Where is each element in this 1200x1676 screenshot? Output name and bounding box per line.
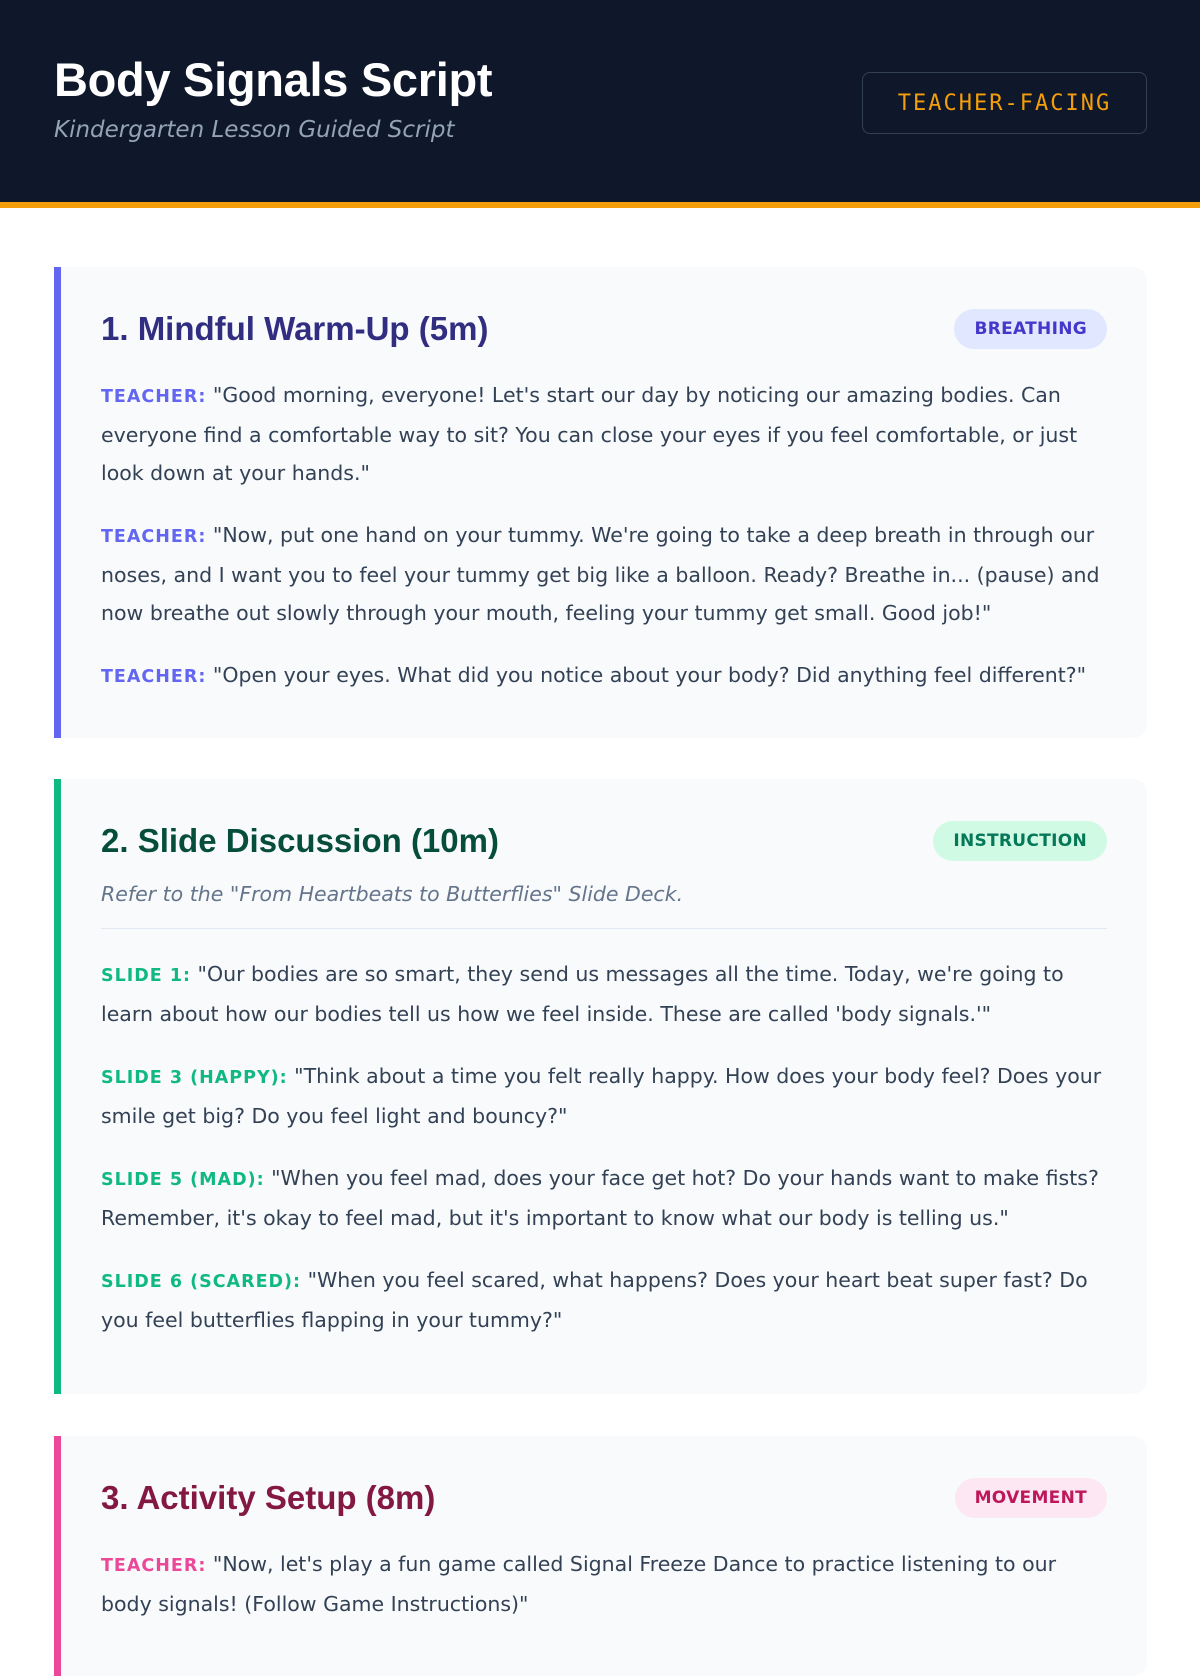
script-line [101,1057,1107,1135]
section-tag-badge: BREATHING [954,309,1107,349]
script-text: "Now, put one hand on your tummy. We're going to take a deep breath in through our noses, and I want you to feel your tummy get big like a balloon. Ready? Breathe in... (pause) and now breathe out slowly through your mouth, feeling your tummy get small. Good job!" [101,523,1100,625]
script-line [101,1159,1107,1237]
script-line [101,376,1107,492]
script-text: "Good morning, everyone! Let's start our day by noticing our amazing bodies. Can everyone find a comfortable way to sit? You can close your eyes if you feel comfortable, or just look down at your hands." [101,383,1078,485]
script-line [101,955,1107,1033]
slide-label: SLIDE 1: [101,966,192,986]
section-note: Refer to the "From Heartbeats to Butterflies" Slide Deck. [101,882,1107,929]
speaker-label: TEACHER: [101,387,207,407]
script-text: "When you feel scared, what happens? Does your heart beat super fast? Do you feel butterflies flapping in your tummy?" [101,1268,1088,1332]
speaker-label: TEACHER: [101,527,207,547]
slide-label: SLIDE 5 (MAD): [101,1170,265,1190]
script-line [101,656,1107,696]
script-line [101,1261,1107,1339]
speaker-label: TEACHER: [101,1556,207,1576]
slide-label: SLIDE 6 (SCARED): [101,1272,302,1292]
script-line [101,1545,1107,1623]
teacher-facing-badge: TEACHER-FACING [862,72,1147,134]
slide-label: SLIDE 3 (HAPPY): [101,1068,288,1088]
section-title: 2. Slide Discussion (10m) [101,822,499,859]
script-text: "Open your eyes. What did you notice about your body? Did anything feel different?" [212,663,1087,687]
section-card-slide-discussion [54,779,1147,1394]
section-title: 1. Mindful Warm-Up (5m) [101,310,489,347]
script-text: "When you feel mad, does your face get hot? Do your hands want to make fists? Remember, it's okay to feel mad, but it's important to know what our body is telling us." [101,1166,1099,1230]
script-text: "Think about a time you felt really happy. How does your body feel? Does your smile get big? Do you feel light and bouncy?" [101,1064,1102,1128]
page-subtitle: Kindergarten Lesson Guided Script [54,117,455,143]
script-text: "Our bodies are so smart, they send us messages all the time. Today, we're going to learn about how our bodies tell us how we feel inside. These are called 'body signals.'" [101,962,1064,1026]
script-line [101,516,1107,632]
page-title: Body Signals Script [54,53,493,106]
speaker-label: TEACHER: [101,667,207,687]
section-tag-badge: MOVEMENT [955,1478,1107,1518]
script-text: "Now, let's play a fun game called Signal Freeze Dance to practice listening to our body signals! (Follow Game Instructions)" [101,1552,1057,1616]
page-header [0,0,1200,208]
section-card-warm-up [54,267,1147,738]
section-card-activity-setup [54,1436,1147,1676]
section-tag-badge: INSTRUCTION [933,821,1107,861]
section-title: 3. Activity Setup (8m) [101,1479,436,1516]
